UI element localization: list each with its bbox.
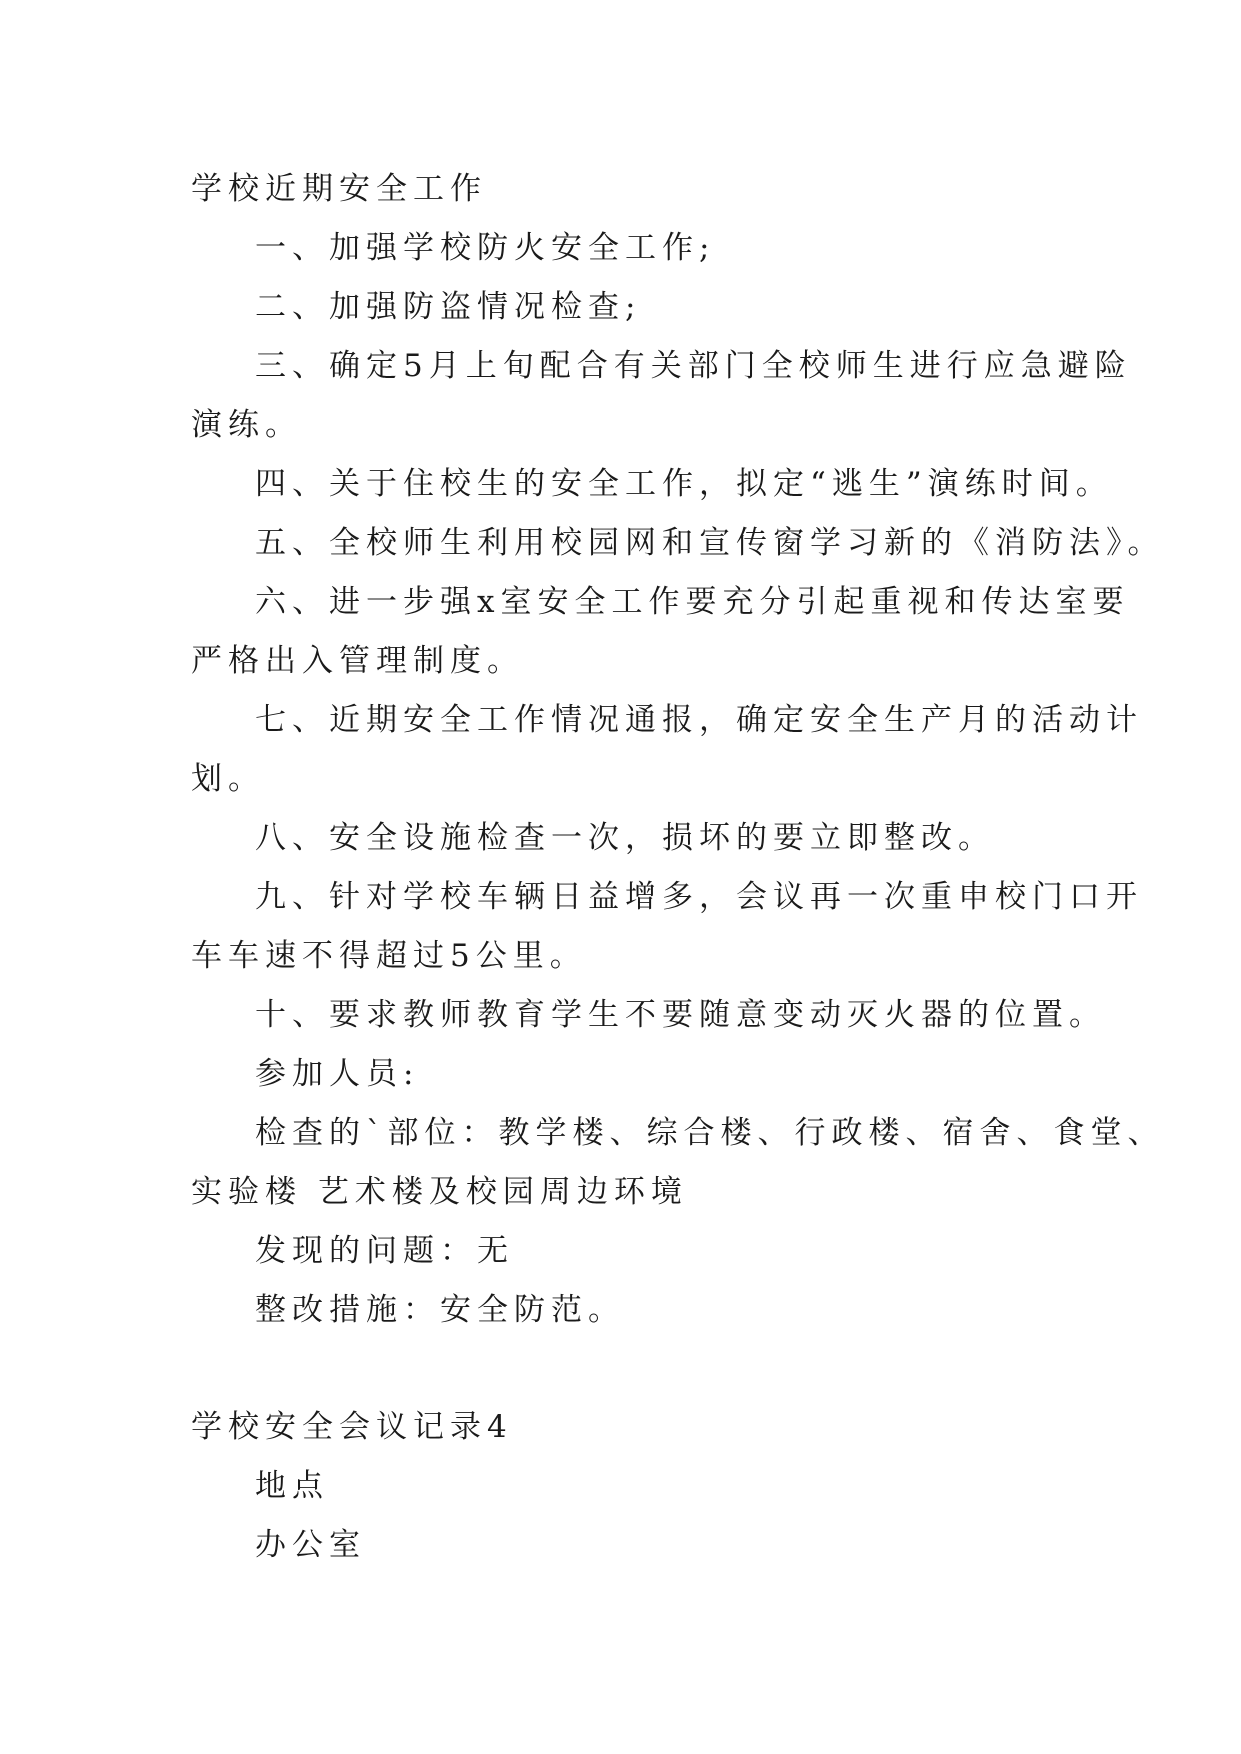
- location-label: 地点: [255, 1468, 329, 1504]
- participants-label: 参加人员:: [255, 1056, 420, 1092]
- document-page: [191, 160, 1165, 1575]
- section-title: 学校近期安全工作: [191, 171, 487, 207]
- item-4: 四、关于住校生的安全工作，拟定“逃生”演练时间。: [255, 466, 1113, 502]
- section-2-title: 学校安全会议记录4: [191, 1409, 513, 1445]
- item-1: 一、加强学校防火安全工作;: [255, 230, 716, 266]
- corrective-measures: 整改措施：安全防范。: [255, 1292, 625, 1328]
- item-3-line-2: 演练。: [191, 407, 302, 443]
- item-6-line-1: 六、进一步强x室安全工作要充分引起重视和传达室要: [255, 584, 1130, 620]
- item-7-line-1: 七、近期安全工作情况通报，确定安全生产月的活动计: [255, 702, 1143, 738]
- item-6-line-2: 严格出入管理制度。: [191, 643, 524, 679]
- inspection-line-2: 实验楼 艺术楼及校园周边环境: [191, 1174, 688, 1210]
- item-2: 二、加强防盗情况检查;: [255, 289, 642, 325]
- item-9-line-1: 九、针对学校车辆日益增多，会议再一次重申校门口开: [255, 879, 1143, 915]
- inspection-line-1: 检查的`部位：教学楼、综合楼、行政楼、宿舍、食堂、: [255, 1115, 1165, 1151]
- location-value: 办公室: [255, 1527, 366, 1563]
- item-10: 十、要求教师教育学生不要随意变动灭火器的位置。: [255, 997, 1106, 1033]
- item-8: 八、安全设施检查一次，损坏的要立即整改。: [255, 820, 995, 856]
- item-3-line-1: 三、确定5月上旬配合有关部门全校师生进行应急避险: [255, 348, 1132, 384]
- problems-found: 发现的问题：无: [255, 1233, 514, 1269]
- section-spacer: [191, 1340, 1071, 1398]
- item-9-line-2: 车车速不得超过5公里。: [191, 938, 587, 974]
- item-5: 五、全校师生利用校园网和宣传窗学习新的《消防法》。: [255, 525, 1165, 561]
- item-7-line-2: 划。: [191, 761, 265, 797]
